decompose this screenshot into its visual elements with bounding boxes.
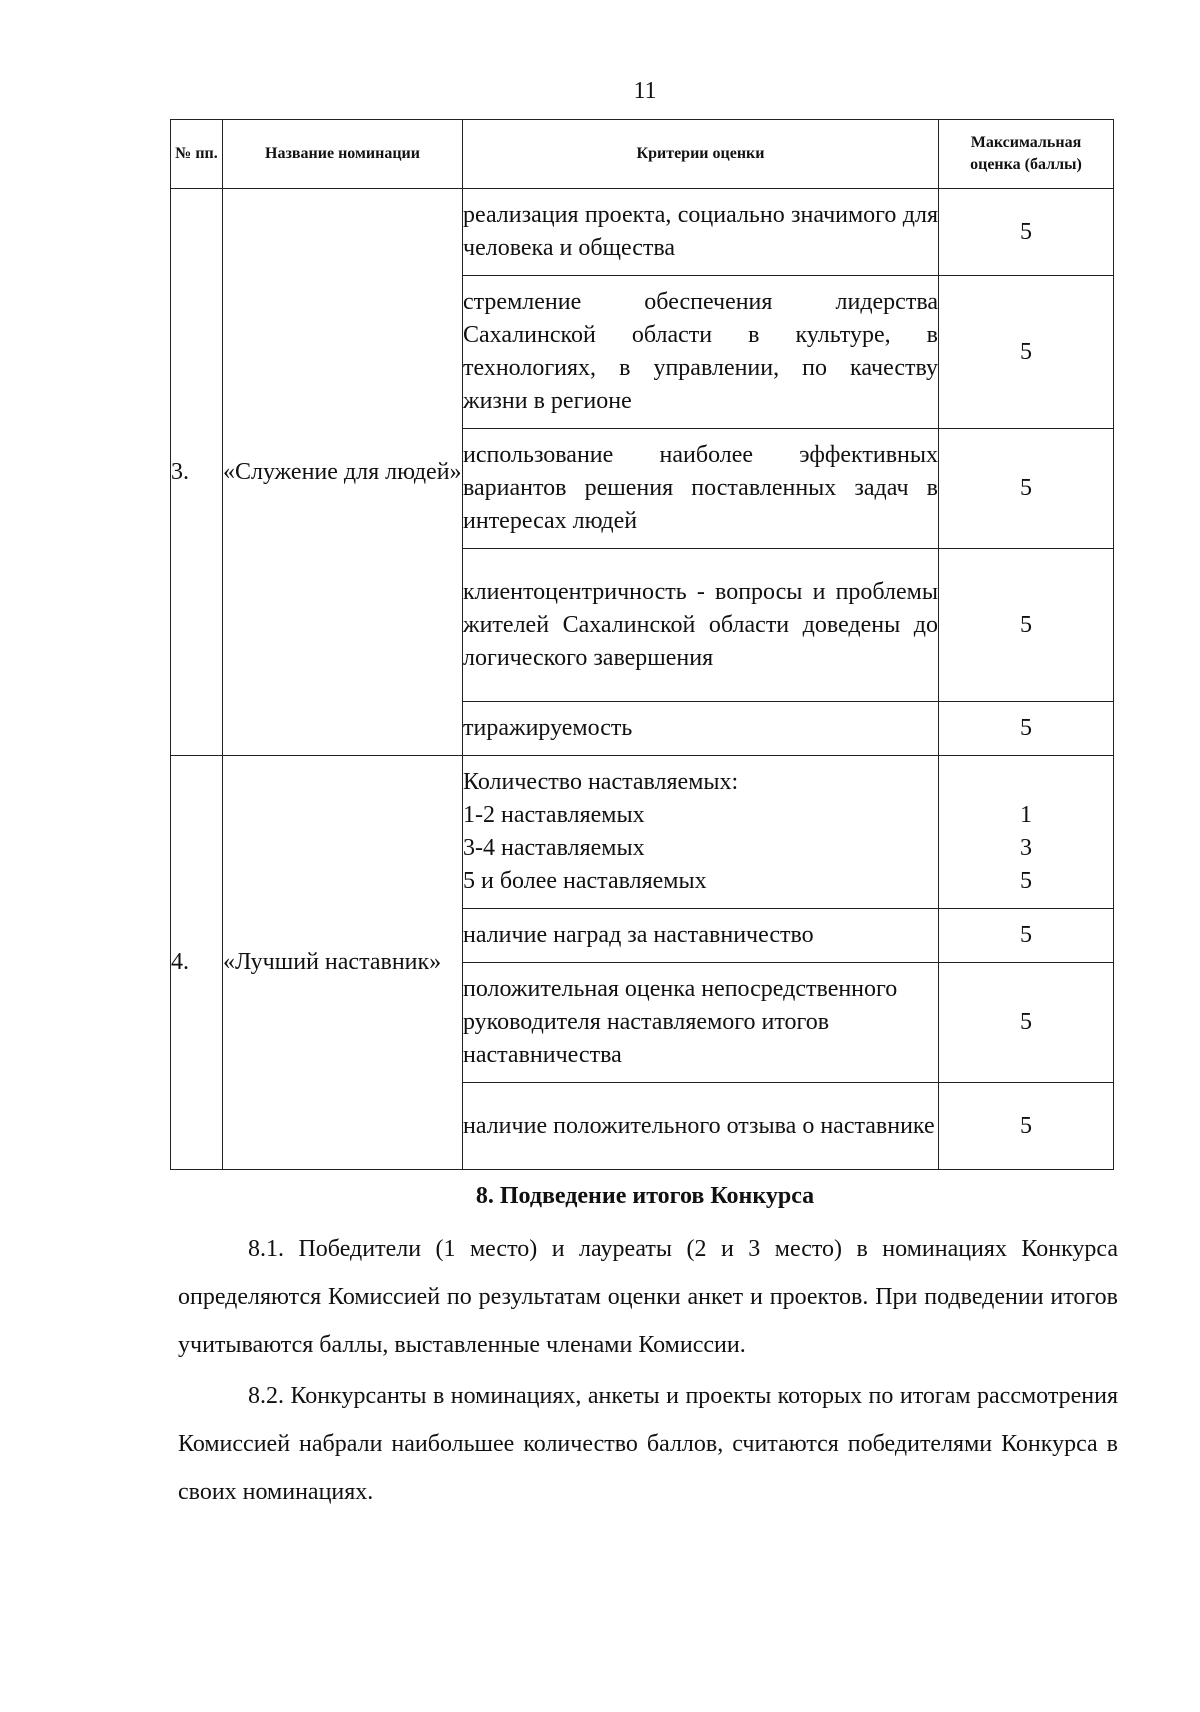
criterion-line: Количество наставляемых:: [463, 769, 739, 795]
nomination-name: «Лучший наставник»: [223, 756, 463, 1170]
criterion-score: 5: [939, 276, 1114, 429]
criterion-text: стремление обеспечения лидерства Сахалинской области в культуре, в технологиях, в управлении, по качеству жизни в регионе: [463, 276, 939, 429]
criterion-line: 3-4 наставляемых: [463, 835, 645, 861]
paragraph: 8.1. Победители (1 место) и лауреаты (2 и 3 место) в номинациях Конкурса определяются Комиссией по результатам оценки анкет и проектов. При подведении итогов учитываются баллы, выставленные членами Комиссии.: [178, 1236, 1118, 1358]
criterion-text: наличие положительного отзыва о наставнике: [463, 1083, 939, 1170]
nomination-number: 4.: [171, 756, 223, 1170]
nomination-name: «Служение для людей»: [223, 189, 463, 756]
page-number: 11: [633, 78, 657, 104]
criterion-score: 5: [939, 963, 1114, 1083]
section-title: 8. Подведение итогов Конкурса: [475, 1183, 815, 1209]
score-line: 5: [1020, 868, 1032, 894]
evaluation-criteria-table: [170, 119, 1114, 1170]
criterion-score: 5: [939, 1083, 1114, 1170]
criterion-score: 5: [939, 909, 1114, 963]
score-line: 3: [1020, 835, 1032, 861]
criterion-score: 5: [939, 702, 1114, 756]
criterion-text: клиентоцентричность - вопросы и проблемы жителей Сахалинской области доведены до логического завершения: [463, 549, 939, 702]
score-line: [939, 766, 1113, 799]
header-max-score: Максимальная оценка (баллы): [939, 120, 1114, 189]
criterion-score: [939, 756, 1114, 909]
criterion-score: 5: [939, 189, 1114, 276]
nomination-number: 3.: [171, 189, 223, 756]
header-criteria: Критерии оценки: [463, 120, 939, 189]
score-line: 1: [1020, 802, 1032, 828]
criterion-line: 5 и более наставляемых: [463, 868, 707, 894]
table-header-row: [171, 120, 1114, 189]
criterion-text: наличие наград за наставничество: [463, 909, 939, 963]
criterion-score: 5: [939, 429, 1114, 549]
table-row: [171, 189, 1114, 276]
header-nomination-name: Название номинации: [223, 120, 463, 189]
criterion-text: [463, 756, 939, 909]
table-row: [171, 756, 1114, 909]
criterion-text: тиражируемость: [463, 702, 939, 756]
paragraph: 8.2. Конкурсанты в номинациях, анкеты и проекты которых по итогам рассмотрения Комиссией набрали наибольшее количество баллов, считаются победителями Конкурса в своих номинациях.: [178, 1383, 1118, 1505]
criterion-text: положительная оценка непосредственного руководителя наставляемого итогов наставничества: [463, 963, 939, 1083]
criterion-text: реализация проекта, социально значимого для человека и общества: [463, 189, 939, 276]
header-num: № пп.: [171, 120, 223, 189]
criterion-line: 1-2 наставляемых: [463, 802, 645, 828]
criterion-text: использование наиболее эффективных вариантов решения поставленных задач в интересах людей: [463, 429, 939, 549]
criterion-score: 5: [939, 549, 1114, 702]
